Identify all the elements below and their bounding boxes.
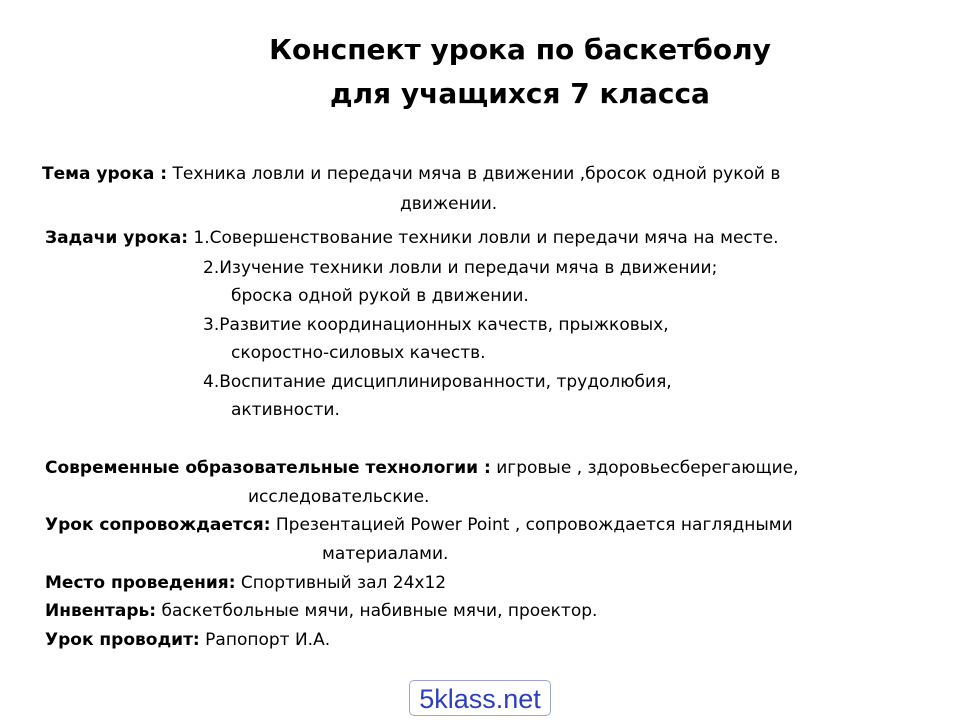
technologies-continuation: исследовательские. [248, 487, 430, 507]
topic-text: Техника ловли и передачи мяча в движении ,бросок одной рукой в [167, 164, 781, 184]
task-item-1: 1.Совершенствование техники ловли и передачи мяча на месте. [188, 228, 779, 248]
accompanied-label: Урок сопровождается: [45, 515, 271, 535]
document-title [200, 28, 840, 116]
title-line-2: для учащихся 7 класса [330, 77, 710, 110]
teacher-line [45, 629, 330, 651]
venue-line [45, 572, 446, 594]
task-item-4-cont: активности. [231, 400, 340, 420]
topic-line [42, 163, 780, 185]
task-item-4: 4.Воспитание дисциплинированности, трудолюбия, [203, 372, 672, 392]
tasks-label: Задачи урока: [45, 228, 188, 248]
accompanied-text: Презентацией Power Point , сопровождается наглядными [270, 515, 793, 535]
task-item-2-cont: броска одной рукой в движении. [231, 286, 529, 306]
task-item-2: 2.Изучение техники ловли и передачи мяча в движении; [203, 258, 718, 278]
task-item-3: 3.Развитие координационных качеств, прыжковых, [203, 315, 669, 335]
teacher-label: Урок проводит: [45, 630, 200, 650]
accompanied-continuation: материалами. [322, 544, 449, 564]
equipment-line [45, 600, 597, 622]
task-item-3-cont: скоростно-силовых качеств. [231, 343, 486, 363]
topic-label: Тема урока : [42, 164, 168, 184]
topic-continuation: движении. [400, 194, 498, 214]
watermark-link[interactable]: 5klass.net [409, 680, 551, 716]
accompanied-line [45, 514, 793, 536]
technologies-label: Современные образовательные технологии : [45, 458, 491, 478]
technologies-text: игровые , здоровьесберегающие, [490, 458, 799, 478]
venue-label: Место проведения: [45, 573, 236, 593]
teacher-text: Рапопорт И.А. [199, 630, 331, 650]
tasks-line [45, 227, 779, 249]
technologies-line [45, 457, 799, 479]
title-line-1: Конспект урока по баскетболу [269, 33, 771, 66]
venue-text: Спортивный зал 24х12 [235, 573, 447, 593]
equipment-label: Инвентарь: [45, 601, 157, 621]
equipment-text: баскетбольные мячи, набивные мячи, проектор. [156, 601, 598, 621]
